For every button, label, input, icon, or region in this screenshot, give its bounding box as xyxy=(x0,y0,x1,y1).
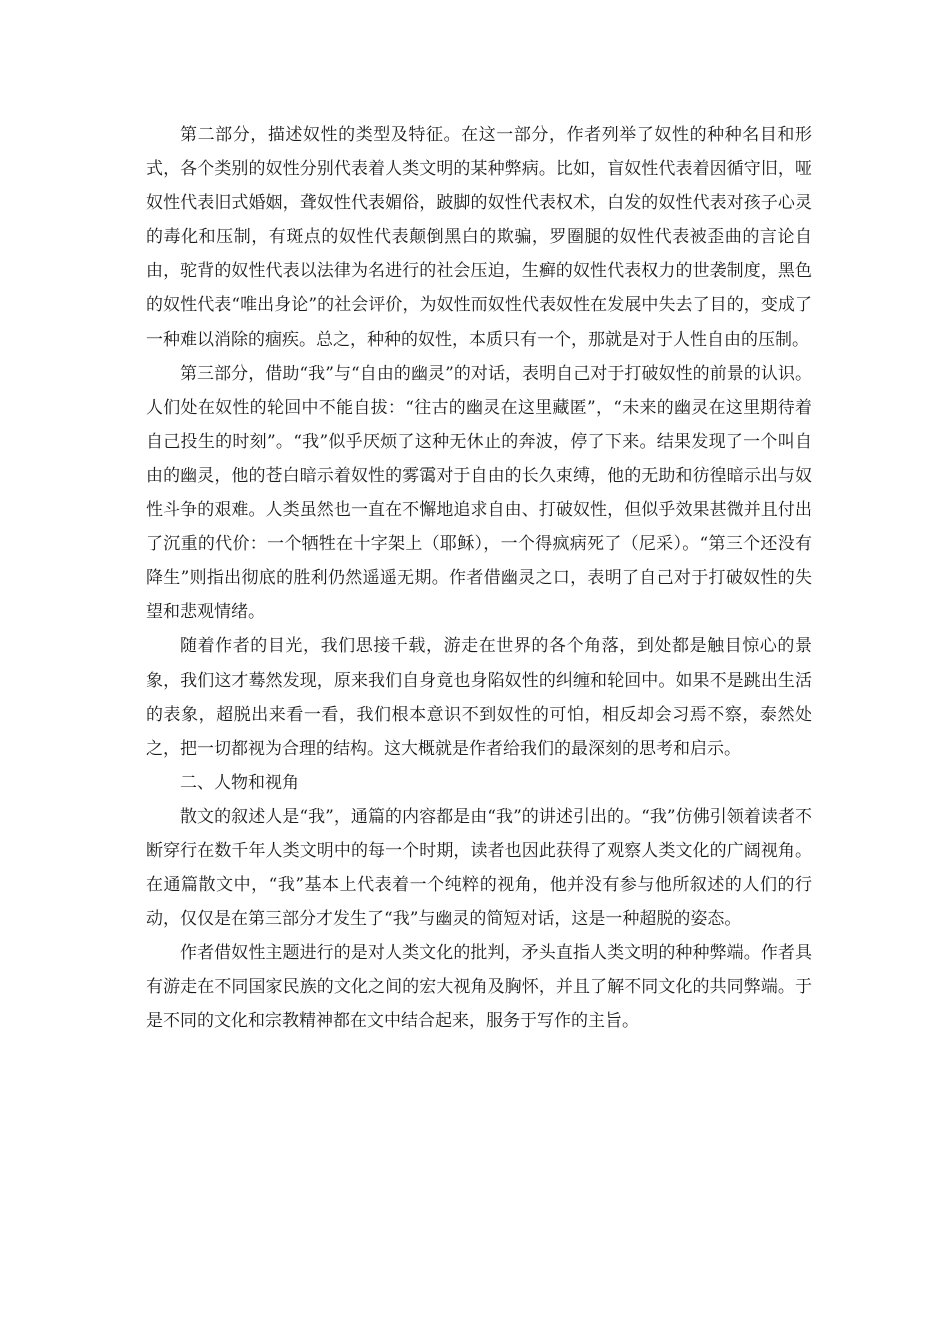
paragraph-part-three: 第三部分，借助“我”与“自由的幽灵”的对话，表明自己对于打破奴性的前景的认识。人们处在奴性的轮回中不能自拔：“往古的幽灵在这里藏匿”，“未来的幽灵在这里期待着自己投生的时刻”。“我”似乎厌烦了这种无休止的奔波，停了下来。结果发现了一个叫自由的幽灵，他的苍白暗示着奴性的雾霭对于自由的长久束缚，他的无助和彷徨暗示出与奴性斗争的艰难。人类虽然也一直在不懈地追求自由、打破奴性，但似乎效果甚微并且付出了沉重的代价：一个牺牲在十字架上（耶稣），一个得疯病死了（尼采）。“第三个还没有降生”则指出彻底的胜利仍然遥遥无期。作者借幽灵之口，表明了自己对于打破奴性的失望和悲观情绪。 xyxy=(146,363,812,623)
paragraph-critique: 作者借奴性主题进行的是对人类文化的批判，矛头直指人类文明的种种弊端。作者具有游走在不同国家民族的文化之间的宏大视角及胸怀，并且了解不同文化的共同弊端。于是不同的文化和宗教精神都在文中结合起来，服务于写作的主旨。 xyxy=(146,943,812,1032)
paragraph-part-two: 第二部分，描述奴性的类型及特征。在这一部分，作者列举了奴性的种种名目和形式，各个类别的奴性分别代表着人类文明的某种弊病。比如，盲奴性代表着因循守旧，哑奴性代表旧式婚姻，聋奴性代表媚俗，跛脚的奴性代表权术，白发的奴性代表对孩子心灵的毒化和压制，有斑点的奴性代表颠倒黑白的欺骗，罗圈腿的奴性代表被歪曲的言论自由，驼背的奴性代表以法律为名进行的社会压迫，生癣的奴性代表权力的世袭制度，黑色的奴性代表“唯出身论”的社会评价，为奴性而奴性代表奴性在发展中失去了目的，变成了一种难以消除的痼疾。总之，种种的奴性，本质只有一个，那就是对于人性自由的压制。 xyxy=(146,125,812,350)
paragraph-reflection: 随着作者的目光，我们思接千载，游走在世界的各个角落，到处都是触目惊心的景象，我们这才蓦然发现，原来我们自身竟也身陷奴性的纠缠和轮回中。如果不是跳出生活的表象，超脱出来看一看，我们根本意识不到奴性的可怕，相反却会习焉不察，泰然处之，把一切都视为合理的结构。这大概就是作者给我们的最深刻的思考和启示。 xyxy=(146,636,812,759)
section-heading: 二、人物和视角 xyxy=(180,772,299,793)
document-page xyxy=(146,118,812,1039)
paragraph-narrator: 散文的叙述人是“我”，通篇的内容都是由“我”的讲述引出的。“我”仿佛引领着读者不断穿行在数千年人类文明中的每一个时期，读者也因此获得了观察人类文化的广阔视角。在通篇散文中，“我”基本上代表着一个纯粹的视角，他并没有参与他所叙述的人们的行动，仅仅是在第三部分才发生了“我”与幽灵的简短对话，这是一种超脱的姿态。 xyxy=(146,806,812,930)
